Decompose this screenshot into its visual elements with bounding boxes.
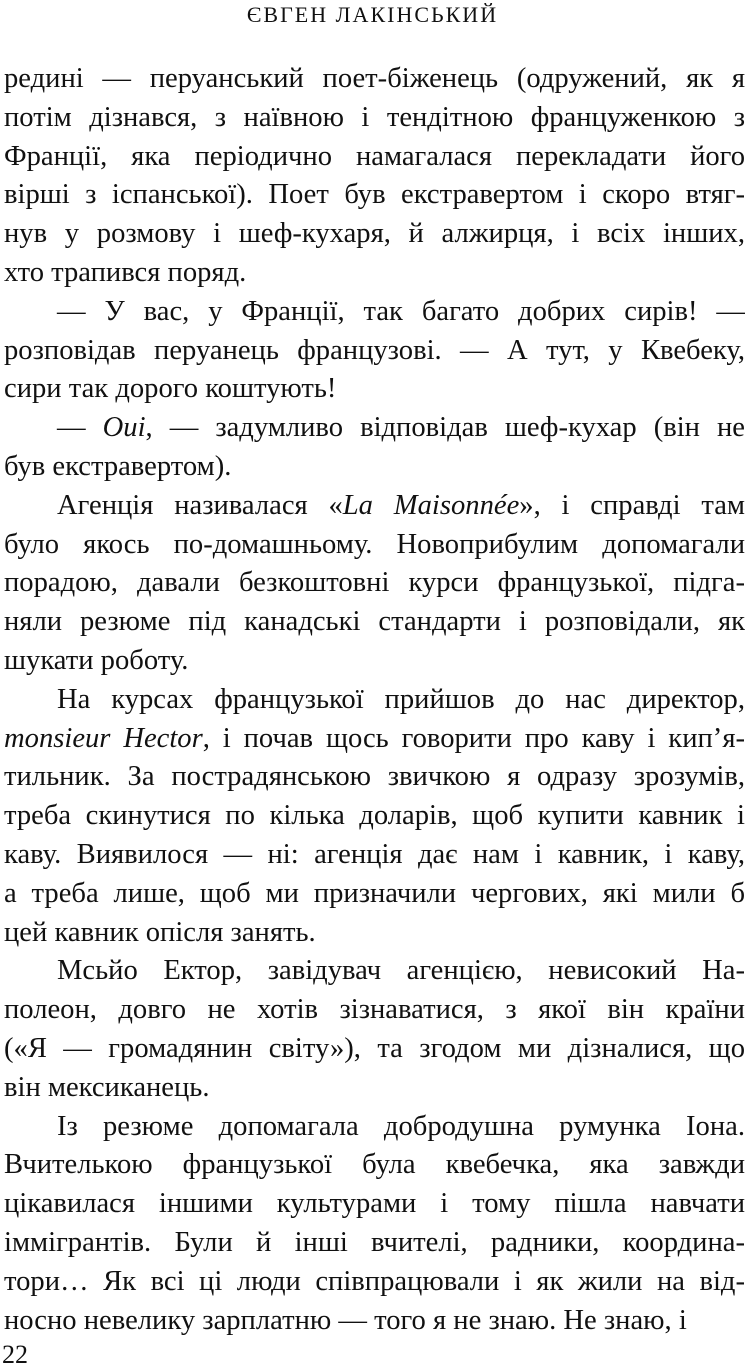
text-line <box>4 99 745 138</box>
text-line <box>4 293 745 332</box>
text-segment: шукати роботу. <box>4 644 189 676</box>
text-line <box>4 952 745 991</box>
text-line <box>4 603 745 642</box>
text-segment: Вчителькою французької була квебечка, яка завжди <box>4 1149 745 1181</box>
text-line <box>4 1030 745 1069</box>
text-line <box>4 332 745 371</box>
text-line <box>4 526 745 565</box>
text-segment: іммігрантів. Були й інші вчителі, радники, координа- <box>4 1226 745 1258</box>
text-segment: цікавилася іншими культурами і тому пішла навчати <box>4 1188 745 1220</box>
text-segment: («Я — громадянин світу»), та згодом ми дізналися, що <box>4 1032 745 1064</box>
text-line <box>4 875 745 914</box>
text-line <box>4 60 745 99</box>
text-segment: вірші з іспанської). Поет був екстравертом і скоро втяг- <box>4 179 745 211</box>
text-segment: тори… Як всі ці люди співпрацювали і як жили на від- <box>4 1265 745 1297</box>
text-line <box>4 1146 745 1185</box>
text-segment: — У вас, у Франції, так багато добрих сирів! — <box>57 295 745 327</box>
text-line <box>4 1185 745 1224</box>
text-line <box>4 487 745 526</box>
text-segment: а треба лише, щоб ми призначили чергових, які мили б <box>4 877 745 909</box>
italic-text: Oui <box>102 412 146 444</box>
text-segment: сири так дорого коштують! <box>4 373 337 405</box>
text-segment: — <box>57 412 103 444</box>
text-line <box>4 1069 745 1108</box>
text-line <box>4 254 745 293</box>
text-line <box>4 797 745 836</box>
text-line <box>4 758 745 797</box>
text-line <box>4 991 745 1030</box>
text-line <box>4 642 745 681</box>
text-segment: Франції, яка періодично намагалася перекладати його <box>4 140 745 172</box>
running-head: ЄВГЕН ЛАКІНСЬКИЙ <box>246 2 499 27</box>
text-segment: Агенція називалася « <box>57 489 343 521</box>
text-segment: треба скинутися по кілька доларів, щоб купити кавник і <box>4 800 745 832</box>
text-line <box>4 914 745 953</box>
text-segment: , — задумливо відповідав шеф-кухар (він не <box>145 412 745 444</box>
text-segment: носно невелику зарплатню — того я не знаю. Не знаю, і <box>4 1304 687 1336</box>
text-segment: На курсах французької прийшов до нас директор, <box>57 683 745 715</box>
text-segment: Із резюме допомагала добродушна румунка Іона. <box>57 1110 745 1142</box>
text-segment: редині — перуанський поет-біженець (одружений, як я <box>4 63 745 94</box>
text-line <box>4 448 745 487</box>
text-segment: нув у розмову і шеф-кухаря, й алжирця, і всіх інших, <box>4 218 745 250</box>
body-text <box>4 60 745 1340</box>
text-segment: потім дізнався, з наївною і тендітною француженкою з <box>4 101 745 133</box>
text-line <box>4 681 745 720</box>
text-segment: , і почав щось говорити про каву і кип’я- <box>202 722 745 754</box>
text-segment: тильник. За пострадянською звичкою я одразу зрозумів, <box>4 761 745 793</box>
text-line <box>4 176 745 215</box>
text-line <box>4 564 745 603</box>
text-segment: він мексиканець. <box>4 1071 210 1103</box>
text-line <box>4 1263 745 1302</box>
text-line <box>4 836 745 875</box>
text-segment: цей кавник опісля занять. <box>4 916 316 948</box>
text-line <box>4 409 745 448</box>
text-segment: каву. Виявилося — ні: агенція дає нам і кавник, і каву, <box>4 838 745 870</box>
text-segment: розповідав перуанець французові. — А тут, у Квебеку, <box>4 334 745 366</box>
text-line <box>4 138 745 177</box>
italic-text: La Maisonnée <box>342 489 520 521</box>
text-segment: порадою, давали безкоштовні курси французької, підга- <box>4 567 745 599</box>
text-segment: Мсьйо Ектор, завідувач агенцією, невисокий На- <box>57 955 745 987</box>
page-number: 22 <box>2 1340 28 1368</box>
text-line <box>4 720 745 759</box>
text-segment: няли резюме під канадські стандарти і розповідали, як <box>4 606 745 638</box>
text-segment: полеон, довго не хотів зізнаватися, з якої він країни <box>4 994 745 1026</box>
text-line <box>4 1302 745 1341</box>
text-line <box>4 1224 745 1263</box>
text-segment: », і справді там <box>519 489 745 521</box>
text-line <box>4 215 745 254</box>
text-line <box>4 1108 745 1147</box>
italic-text: monsieur Hector <box>4 722 203 754</box>
text-segment: був екстравертом). <box>4 450 232 482</box>
text-segment: було якось по-домашньому. Новоприбулим допомагали <box>4 528 745 560</box>
text-segment: хто трапився поряд. <box>4 256 247 288</box>
text-line <box>4 370 745 409</box>
